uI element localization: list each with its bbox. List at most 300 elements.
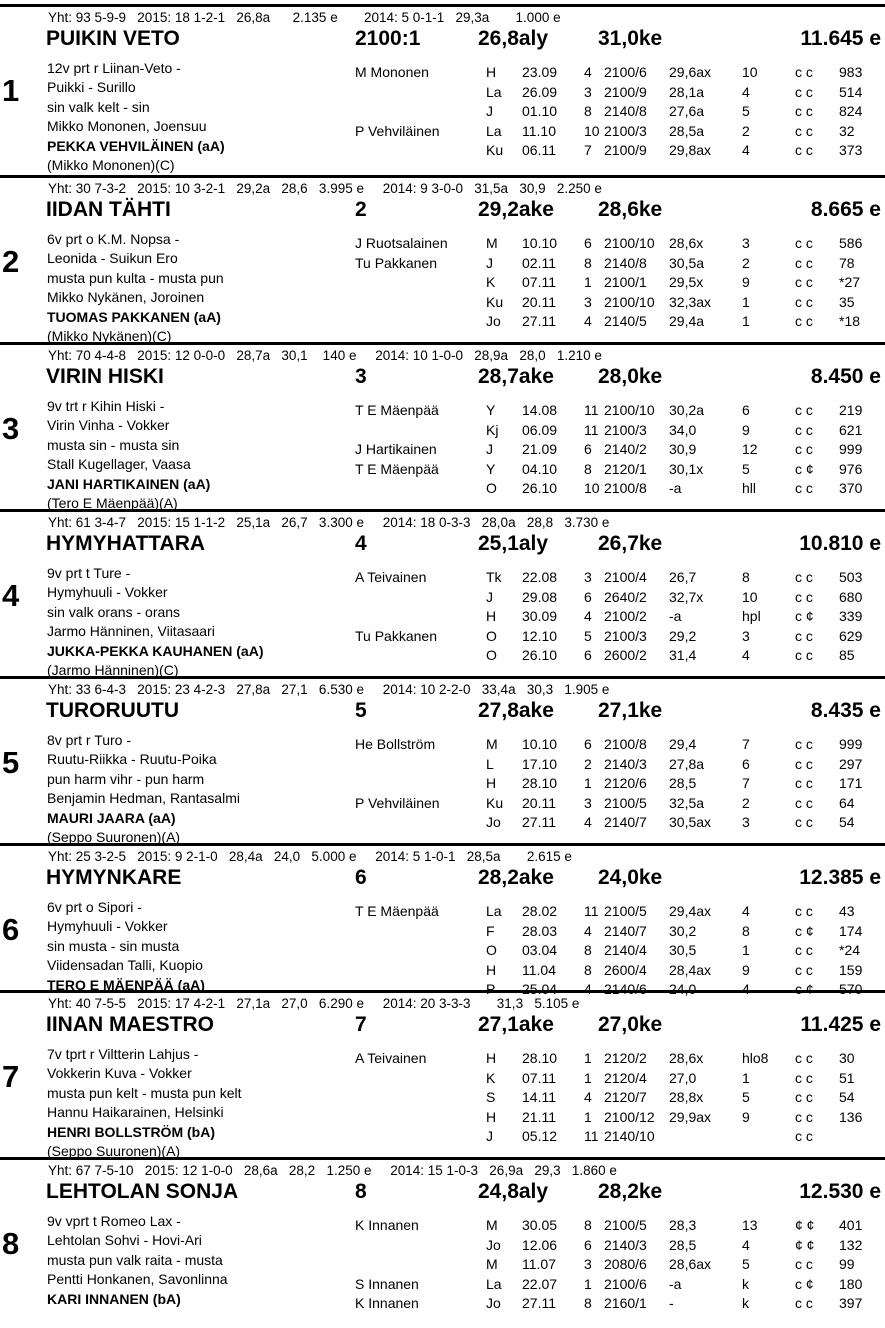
time: 30,1x <box>669 460 704 477</box>
info-line: Viidensadan Talli, Kuopio <box>47 957 203 974</box>
driver: P Vehviläinen <box>355 122 440 139</box>
track: Ku <box>486 142 504 158</box>
info-line <box>47 1309 228 1328</box>
distance-track: 2100/6 <box>604 1275 647 1292</box>
track: Ku <box>486 293 504 310</box>
track: Ku <box>486 794 504 811</box>
odds: *27 <box>839 274 861 290</box>
career-stats: Yht: 67 7-5-10 2015: 12 1-0-0 28,6a 28,2 1.250 e 2014: 15 1-0-3 26,9a 29,3 1.860 e <box>48 1163 617 1178</box>
shoes: c c <box>795 775 813 791</box>
info-line: 8v prt r Turo - <box>47 732 132 748</box>
start-row <box>355 756 885 776</box>
start-row <box>355 313 885 333</box>
distance-track: 2100/12 <box>604 1108 655 1125</box>
driver-name: TERO E MÄENPÄÄ (aA) <box>47 976 205 993</box>
placement: 2 <box>584 755 592 772</box>
time: 32,7x <box>669 588 704 605</box>
track: J <box>486 254 493 271</box>
shoes: c c <box>795 103 813 119</box>
distance-track: 2100/9 <box>604 83 647 100</box>
record-autostart: 29,2ake <box>478 198 554 221</box>
placement: 8 <box>584 460 592 477</box>
info-line: Stall Kugellager, Vaasa <box>47 456 191 473</box>
odds: 171 <box>839 775 863 791</box>
distance-track: 2100/8 <box>604 480 647 496</box>
driver-name: HENRI BOLLSTRÖM (bA) <box>47 1123 215 1140</box>
date: 01.10 <box>522 103 558 119</box>
finish-place: 12 <box>742 441 758 457</box>
placement: 4 <box>584 313 592 329</box>
placement: 5 <box>584 627 592 644</box>
shoes: c c <box>795 64 813 80</box>
placement: 8 <box>584 961 592 978</box>
odds: 54 <box>839 814 855 830</box>
driver: A Teivainen <box>355 1050 427 1066</box>
distance-track: 2600/4 <box>604 961 647 978</box>
odds: 64 <box>839 794 855 811</box>
record-autostart: 25,1aly <box>478 532 549 555</box>
info-line: pun harm vihr - pun harm <box>47 770 205 787</box>
start-distance: 5 <box>355 699 367 722</box>
horse-entry <box>0 676 885 846</box>
horse-entry <box>0 342 885 512</box>
start-row <box>355 1050 885 1070</box>
start-row <box>355 795 885 815</box>
date: 03.04 <box>522 942 558 958</box>
odds: 32 <box>839 122 855 139</box>
horse-entry <box>0 509 885 679</box>
earnings: 11.425 e <box>800 1013 881 1036</box>
distance-track: 2100/10 <box>604 402 655 418</box>
distance-track: 2140/7 <box>604 922 647 939</box>
placement: 1 <box>584 1275 592 1292</box>
start-row <box>355 441 885 461</box>
shoes: c c <box>795 627 813 644</box>
horse-info <box>47 731 240 847</box>
career-stats: Yht: 40 7-5-5 2015: 17 4-2-1 27,1a 27,0 6.290 e 2014: 20 3-3-3 31,3 5.105 e <box>48 996 580 1011</box>
start-row <box>355 608 885 628</box>
finish-place: 1 <box>742 1069 750 1086</box>
odds: 54 <box>839 1089 855 1105</box>
horse-name: VIRIN HISKI <box>46 365 164 388</box>
time: 32,5a <box>669 794 705 811</box>
earnings: 11.645 e <box>800 27 881 50</box>
odds: 514 <box>839 83 863 100</box>
distance-track: 2140/5 <box>604 313 647 329</box>
start-row <box>355 775 885 795</box>
track: Y <box>486 460 496 477</box>
odds: 680 <box>839 588 863 605</box>
odds: 78 <box>839 254 855 271</box>
start-row <box>355 569 885 589</box>
date: 25.04 <box>522 981 558 997</box>
distance-track: 2120/6 <box>604 775 647 791</box>
horse-info <box>47 230 224 346</box>
distance-track: 2100/4 <box>604 569 647 585</box>
shoes: c c <box>795 942 813 958</box>
info-line: Benjamin Hedman, Rantasalmi <box>47 790 240 807</box>
distance-track: 2140/10 <box>604 1128 655 1144</box>
shoes: c c <box>795 961 813 978</box>
distance-track: 2080/6 <box>604 1256 647 1272</box>
distance-track: 2100/10 <box>604 235 655 251</box>
odds: 30 <box>839 1050 855 1066</box>
start-row <box>355 1128 885 1148</box>
finish-place: 3 <box>742 235 750 251</box>
shoes: c c <box>795 736 813 752</box>
start-row <box>355 1295 885 1315</box>
distance-track: 2160/1 <box>604 1295 647 1311</box>
odds: 159 <box>839 961 863 978</box>
placement: 1 <box>584 274 592 290</box>
time: -a <box>669 608 682 624</box>
track: La <box>486 1275 502 1292</box>
time: 28,6ax <box>669 1256 712 1272</box>
date: 10.10 <box>522 235 558 251</box>
track: H <box>486 64 497 80</box>
shoes: c c <box>795 402 813 418</box>
time: 31,4 <box>669 647 697 663</box>
driver: M Mononen <box>355 64 429 80</box>
date: 12.06 <box>522 1236 558 1253</box>
distance-track: 2100/10 <box>604 293 655 310</box>
time: 26,7 <box>669 569 697 585</box>
date: 20.11 <box>522 293 556 310</box>
finish-place: 13 <box>742 1217 758 1233</box>
horse-entry <box>0 990 885 1160</box>
track: H <box>486 961 497 978</box>
shoes: c ¢ <box>795 1275 814 1292</box>
finish-place: hll <box>742 480 757 496</box>
shoes: ¢ ¢ <box>795 1217 815 1233</box>
date: 26.10 <box>522 647 558 663</box>
placement: 4 <box>584 981 592 997</box>
info-line: Pentti Honkanen, Savonlinna <box>47 1271 228 1288</box>
finish-place: 1 <box>742 942 750 958</box>
career-stats: Yht: 70 4-4-8 2015: 12 0-0-0 28,7a 30,1 140 e 2014: 10 1-0-0 28,9a 28,0 1.210 e <box>48 348 602 363</box>
info-line: (Seppo Suuronen)(A) <box>47 1142 181 1159</box>
odds: 174 <box>839 922 863 939</box>
date: 28.02 <box>522 903 558 919</box>
time: 29,4ax <box>669 903 712 919</box>
driver: J Hartikainen <box>355 441 437 457</box>
shoes: c ¢ <box>795 922 814 939</box>
odds: 297 <box>839 755 863 772</box>
track: O <box>486 647 497 663</box>
horse-name: PUIKIN VETO <box>46 27 180 50</box>
date: 02.11 <box>522 254 556 271</box>
track: O <box>486 480 497 496</box>
info-line: Virin Vinha - Vokker <box>47 417 170 434</box>
placement: 6 <box>584 736 592 752</box>
start-row <box>355 422 885 442</box>
track: H <box>486 1050 497 1066</box>
time: 28,8x <box>669 1089 704 1105</box>
time: 30,5ax <box>669 814 712 830</box>
track: H <box>486 775 497 791</box>
distance-track: 2120/7 <box>604 1089 647 1105</box>
odds: 999 <box>839 736 863 752</box>
date: 11.07 <box>522 1256 556 1272</box>
record-voltstart: 27,0ke <box>598 1013 663 1036</box>
driver-name: JANI HARTIKAINEN (aA) <box>47 475 211 492</box>
odds: 401 <box>839 1217 863 1233</box>
distance-track: 2100/3 <box>604 122 647 139</box>
career-stats: Yht: 30 7-3-2 2015: 10 3-2-1 29,2a 28,6 3.995 e 2014: 9 3-0-0 31,5a 30,9 2.250 e <box>48 181 602 196</box>
time: - <box>669 1295 674 1311</box>
finish-place: 5 <box>742 460 750 477</box>
distance-track: 2120/4 <box>604 1069 647 1086</box>
horse-info <box>47 1045 242 1161</box>
driver: He Bollström <box>355 736 436 752</box>
odds: 51 <box>839 1069 855 1086</box>
placement: 6 <box>584 1236 592 1253</box>
record-voltstart: 26,7ke <box>598 532 663 555</box>
time: 29,6ax <box>669 64 712 80</box>
earnings: 8.435 e <box>810 699 881 722</box>
distance-track: 2640/2 <box>604 588 647 605</box>
earnings: 12.385 e <box>799 866 881 889</box>
start-row <box>355 235 885 255</box>
date: 22.08 <box>522 569 558 585</box>
shoes: c c <box>795 569 813 585</box>
date: 10.10 <box>522 736 558 752</box>
placement: 8 <box>584 942 592 958</box>
finish-place: 4 <box>742 647 750 663</box>
start-row <box>355 461 885 481</box>
time: 30,2a <box>669 402 705 418</box>
start-number: 8 <box>2 1226 20 1261</box>
finish-place: 4 <box>742 83 750 100</box>
earnings: 10.810 e <box>799 532 881 555</box>
record-autostart: 24,8aly <box>478 1180 549 1203</box>
placement: 10 <box>584 122 600 139</box>
odds: 43 <box>839 903 855 919</box>
career-stats: Yht: 25 3-2-5 2015: 9 2-1-0 28,4a 24,0 5.000 e 2014: 5 1-0-1 28,5a 2.615 e <box>48 849 572 864</box>
track: Jo <box>486 814 501 830</box>
finish-place: 8 <box>742 922 750 939</box>
date: 27.11 <box>522 814 556 830</box>
driver: S Innanen <box>355 1275 419 1292</box>
start-distance: 2100:1 <box>355 27 421 50</box>
start-row <box>355 255 885 275</box>
driver: T E Mäenpää <box>355 460 439 477</box>
track: F <box>486 922 495 939</box>
shoes: c c <box>795 1069 813 1086</box>
track: Jo <box>486 1236 501 1253</box>
track: O <box>486 627 497 644</box>
distance-track: 2100/3 <box>604 627 647 644</box>
finish-place: 4 <box>742 981 750 997</box>
driver-name: KARI INNANEN (bA) <box>47 1290 181 1307</box>
date: 21.09 <box>522 441 558 457</box>
track: Jo <box>486 1295 501 1311</box>
driver: Tu Pakkanen <box>355 627 437 644</box>
start-row <box>355 589 885 609</box>
odds: 397 <box>839 1295 863 1311</box>
distance-track: 2600/2 <box>604 647 647 663</box>
start-row <box>355 294 885 314</box>
placement: 8 <box>584 254 592 271</box>
distance-track: 2100/9 <box>604 142 647 158</box>
horse-info <box>47 1212 228 1328</box>
info-line: (Jarmo Hänninen)(C) <box>47 661 179 678</box>
time: 28,5 <box>669 775 697 791</box>
track: K <box>486 1069 496 1086</box>
start-row <box>355 736 885 756</box>
finish-place: 3 <box>742 814 750 830</box>
track: M <box>486 1217 498 1233</box>
start-distance: 2 <box>355 198 367 221</box>
record-autostart: 26,8aly <box>478 27 549 50</box>
start-row <box>355 123 885 143</box>
time: 28,3 <box>669 1217 697 1233</box>
start-distance: 6 <box>355 866 367 889</box>
start-row <box>355 1276 885 1296</box>
date: 23.09 <box>522 64 558 80</box>
shoes: c c <box>795 480 813 496</box>
shoes: c ¢ <box>795 608 814 624</box>
placement: 4 <box>584 608 592 624</box>
track: J <box>486 103 493 119</box>
track: La <box>486 122 502 139</box>
time: 28,4ax <box>669 961 712 978</box>
placement: 1 <box>584 1108 592 1125</box>
placement: 4 <box>584 1089 592 1105</box>
finish-place: 8 <box>742 569 750 585</box>
info-line: 6v prt o Sipori - <box>47 899 142 915</box>
distance-track: 2140/8 <box>604 254 647 271</box>
odds: 586 <box>839 235 863 251</box>
start-row <box>355 903 885 923</box>
career-stats: Yht: 93 5-9-9 2015: 18 1-2-1 26,8a 2.135 e 2014: 5 0-1-1 29,3a 1.000 e <box>48 10 561 25</box>
track: H <box>486 1108 497 1125</box>
info-line: musta pun valk raita - musta <box>47 1251 223 1268</box>
info-line: 9v trt r Kihin Hiski - <box>47 398 165 414</box>
track: H <box>486 608 497 624</box>
horse-name: TURORUUTU <box>46 699 179 722</box>
placement: 7 <box>584 142 592 158</box>
distance-track: 2100/5 <box>604 794 647 811</box>
odds: 570 <box>839 981 863 997</box>
track: M <box>486 1256 498 1272</box>
distance-track: 2100/5 <box>604 903 647 919</box>
record-autostart: 28,2ake <box>478 866 554 889</box>
placement: 4 <box>584 64 592 80</box>
finish-place: 3 <box>742 627 750 644</box>
distance-track: 2140/4 <box>604 942 647 958</box>
odds: *24 <box>839 942 861 958</box>
horse-info <box>47 59 225 175</box>
shoes: c c <box>795 794 813 811</box>
time: 29,4 <box>669 736 697 752</box>
track: J <box>486 1128 493 1144</box>
time: 30,5a <box>669 254 705 271</box>
placement: 6 <box>584 647 592 663</box>
track: Y <box>486 402 496 418</box>
odds: 621 <box>839 421 863 438</box>
record-autostart: 27,1ake <box>478 1013 554 1036</box>
start-distance: 8 <box>355 1180 367 1203</box>
distance-track: 2100/6 <box>604 64 647 80</box>
start-number: 7 <box>2 1059 20 1094</box>
info-line: Hymyhuuli - Vokker <box>47 584 168 601</box>
date: 20.11 <box>522 794 556 811</box>
time: 28,5a <box>669 122 705 139</box>
shoes: c c <box>795 1295 813 1311</box>
info-line: Jarmo Hänninen, Viitasaari <box>47 623 215 640</box>
odds: 339 <box>839 608 863 624</box>
finish-place: 10 <box>742 64 758 80</box>
time: 29,2 <box>669 627 697 644</box>
date: 28.10 <box>522 1050 558 1066</box>
placement: 6 <box>584 235 592 251</box>
start-row <box>355 1217 885 1237</box>
finish-place: 9 <box>742 274 750 290</box>
distance-track: 2140/3 <box>604 1236 647 1253</box>
distance-track: 2100/3 <box>604 421 647 438</box>
track: K <box>486 274 496 290</box>
date: 12.10 <box>522 627 558 644</box>
finish-place: 5 <box>742 103 750 119</box>
placement: 3 <box>584 83 592 100</box>
time: 28,6x <box>669 1050 704 1066</box>
record-voltstart: 27,1ke <box>598 699 663 722</box>
driver: P Vehviläinen <box>355 794 440 811</box>
date: 26.09 <box>522 83 558 100</box>
record-voltstart: 24,0ke <box>598 866 663 889</box>
distance-track: 2100/8 <box>604 736 647 752</box>
placement: 11 <box>584 1128 599 1144</box>
placement: 11 <box>584 903 599 919</box>
date: 06.09 <box>522 421 558 438</box>
shoes: c c <box>795 1256 813 1272</box>
placement: 11 <box>584 421 599 438</box>
start-distance: 7 <box>355 1013 367 1036</box>
finish-place: 4 <box>742 1236 750 1253</box>
finish-place: 9 <box>742 961 750 978</box>
finish-place: 9 <box>742 1108 750 1125</box>
start-row <box>355 923 885 943</box>
shoes: c c <box>795 421 813 438</box>
date: 22.07 <box>522 1275 558 1292</box>
start-row <box>355 1237 885 1257</box>
start-row <box>355 962 885 982</box>
driver: J Ruotsalainen <box>355 235 448 251</box>
placement: 4 <box>584 922 592 939</box>
date: 30.09 <box>522 608 558 624</box>
date: 17.10 <box>522 755 558 772</box>
placement: 1 <box>584 1050 592 1066</box>
time: 30,5 <box>669 942 697 958</box>
track: L <box>486 755 494 772</box>
info-line: 9v vprt t Romeo Lax - <box>47 1213 181 1229</box>
start-row <box>355 1070 885 1090</box>
odds: 503 <box>839 569 863 585</box>
placement: 11 <box>584 402 599 418</box>
time: 29,5x <box>669 274 704 290</box>
placement: 1 <box>584 775 592 791</box>
info-line: Mikko Nykänen, Joroinen <box>47 289 205 306</box>
time: 34,0 <box>669 421 697 438</box>
finish-place: 5 <box>742 1256 750 1272</box>
career-stats: Yht: 33 6-4-3 2015: 23 4-2-3 27,8a 27,1 6.530 e 2014: 10 2-2-0 33,4a 30,3 1.905 e <box>48 682 610 697</box>
start-number: 2 <box>2 244 20 279</box>
finish-place: 5 <box>742 1089 750 1105</box>
shoes: c ¢ <box>795 981 814 997</box>
driver-name: TUOMAS PAKKANEN (aA) <box>47 308 221 325</box>
shoes: c c <box>795 313 813 329</box>
